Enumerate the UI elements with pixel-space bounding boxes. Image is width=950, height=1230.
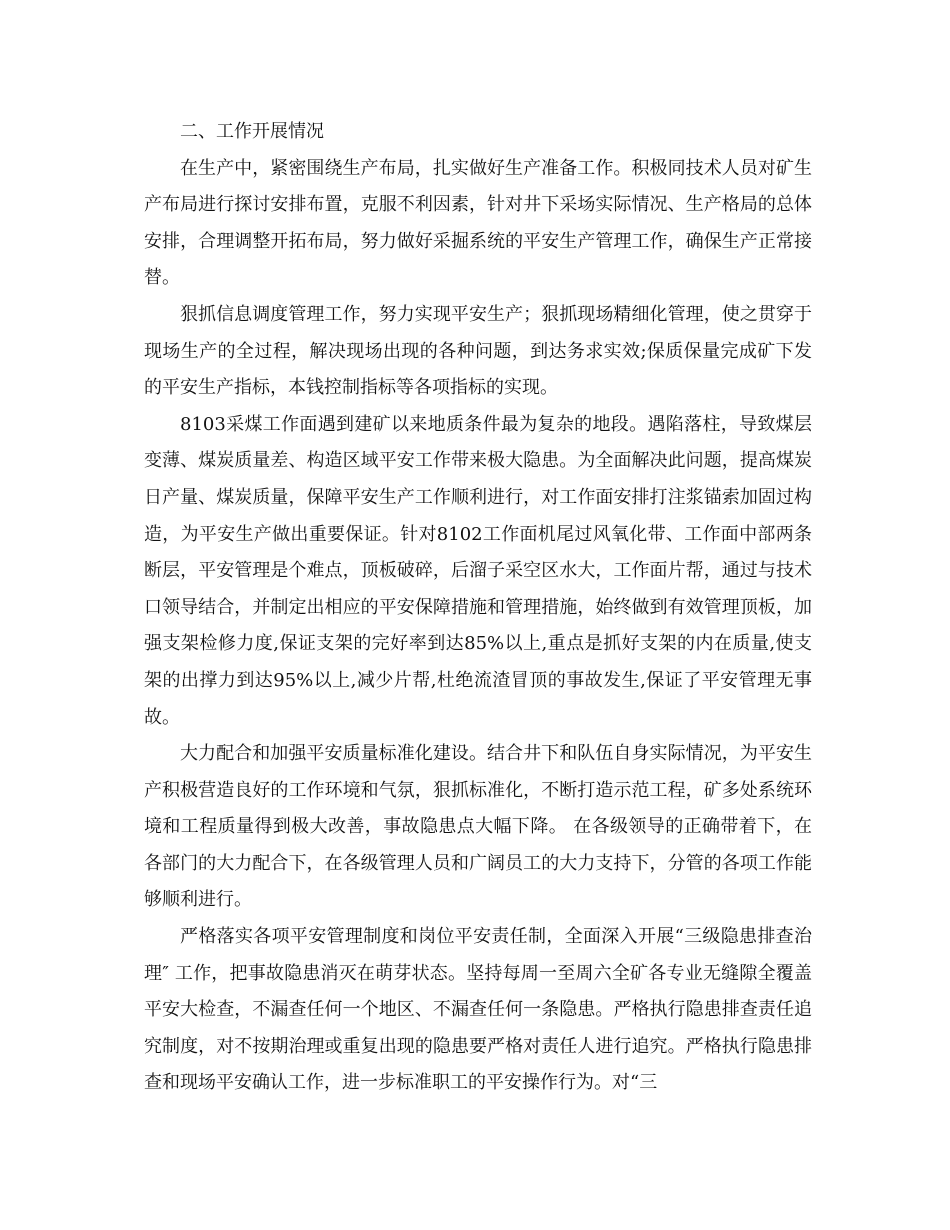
- paragraph-quality-standardization: 大力配合和加强平安质量标准化建设。结合井下和队伍自身实际情况，为平安生产积极营造良好的工作环境和气氛，狠抓标准化，不断打造示范工程，矿多处系统环境和工程质量得到极大改善，事故隐患点大幅下降。 在各级领导的正确带着下，在各部门的大力配合下，在各级管理人员和广阔员工的大力支持下，分管的各项工作能够顺利进行。: [144, 743, 812, 911]
- paragraph-dispatch-management: 狠抓信息调度管理工作，努力实现平安生产；狠抓现场精细化管理，使之贯穿于现场生产的全过程，解决现场出现的各种问题，到达务求实效;保质保量完成矿下发的平安生产指标，本钱控制指标等各项指标的实现。: [144, 303, 812, 399]
- paragraph-production-layout: 在生产中，紧密围绕生产布局，扎实做好生产准备工作。积极同技术人员对矿生产布局进行探讨安排布置，克服不利因素，针对井下采场实际情况、生产格局的总体安排，合理调整开拓布局，努力做好采掘系统的平安生产管理工作，确保生产正常接替。: [144, 157, 812, 289]
- paragraph-8103-face: 8103采煤工作面遇到建矿以来地质条件最为复杂的地段。遇陷落柱，导致煤层变薄、煤炭质量差、构造区域平安工作带来极大隐患。为全面解决此问题，提高煤炭日产量、煤炭质量，保障平安生产工作顺利进行，对工作面安排打注浆锚索加固过构造，为平安生产做出重要保证。针对8102工作面机尾过风氧化带、工作面中部两条断层，平安管理是个难点，顶板破碎，后溜子采空区水大，工作面片帮，通过与技术口领导结合，并制定出相应的平安保障措施和管理措施，始终做到有效管理顶板，加强支架检修力度,保证支架的完好率到达85%以上,重点是抓好支架的内在质量,使支架的出撑力到达95%以上,减少片帮,杜绝流渣冒顶的事故发生,保证了平安管理无事故。: [144, 413, 812, 728]
- paragraph-safety-system: 严格落实各项平安管理制度和岗位平安责任制，全面深入开展“三级隐患排查治理″ 工作，把事故隐患消灭在萌芽状态。坚持每周一至周六全矿各专业无缝隙全覆盖平安大检查，不漏查任何一个地区、不漏查任何一条隐患。严格执行隐患排查责任追究制度，对不按期治理或重复出现的隐患要严格对责任人进行追究。严格执行隐患排查和现场平安确认工作，进一步标准职工的平安操作行为。对“三: [144, 926, 812, 1094]
- section-heading: 二、工作开展情况: [180, 121, 324, 142]
- document-body: [144, 114, 812, 1102]
